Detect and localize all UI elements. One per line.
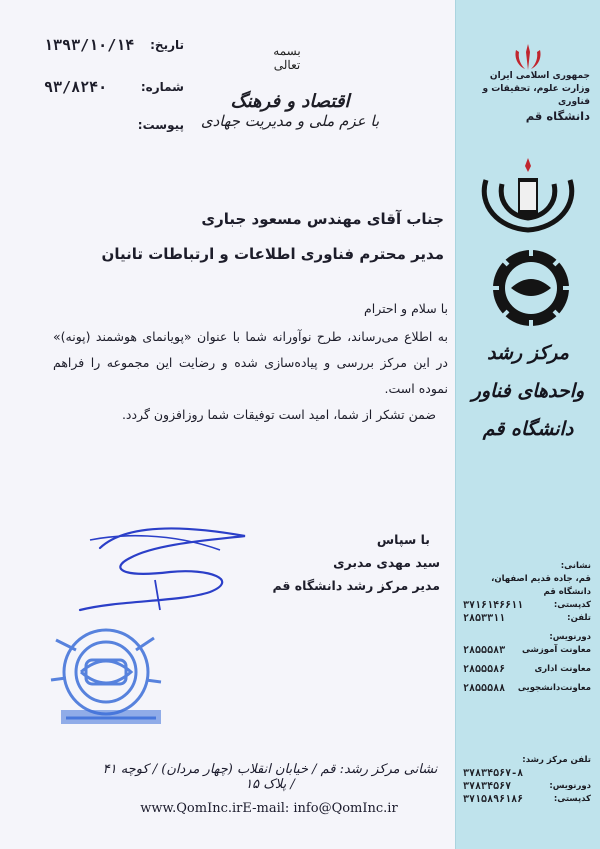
address-value: قم، جاده قدیم اصفهان، دانشگاه قم xyxy=(491,574,591,597)
main-paragraph: به اطلاع می‌رساند، طرح نوآورانه شما با عنوان «پویانمای هوشمند (پونه)» در این مرکز بررسی و پیاده‌سازی شده و رضایت این مجموعه را فراهم نموده است. xyxy=(53,329,448,396)
postal-value: ۳۷۱۶۱۴۶۶۱۱ xyxy=(463,600,524,611)
university-logo-icon xyxy=(468,150,588,235)
country-name: جمهوری اسلامی ایران xyxy=(489,71,590,81)
date-value: ۱۳۹۳/۱۰/۱۴ xyxy=(44,36,135,54)
attachment-label: پیوست: xyxy=(137,118,184,132)
incubator-contact xyxy=(463,754,591,806)
fax-row-value: ۲۸۵۵۵۸۶ xyxy=(463,664,506,675)
incubator-name-line2: واحدهای فناور xyxy=(471,380,585,402)
number-label: شماره: xyxy=(140,80,184,94)
greeting: با سلام و احترام xyxy=(364,301,448,316)
phone-label: تلفن: xyxy=(567,613,591,623)
incubator-name-line3: دانشگاه قم xyxy=(482,418,574,440)
fax-row-2 xyxy=(463,682,591,695)
center-fax-value: ۳۷۸۳۴۵۶۷ xyxy=(463,781,512,792)
date-label: تاریخ: xyxy=(150,38,184,52)
ministry-name: وزارت علوم، تحقیقات و فناوری xyxy=(482,84,590,107)
recipient-block xyxy=(64,202,444,272)
center-phone-label: تلفن مرکز رشد: xyxy=(522,755,591,765)
phone-value: ۲۸۵۳۳۱۱ xyxy=(463,613,506,624)
center-postal-label: کدپستی: xyxy=(553,794,591,804)
ministry-header xyxy=(462,70,590,123)
center-phone-value: ۳۷۸۳۴۵۶۷-۸ xyxy=(463,768,524,779)
recipient-title: مدیر محترم فناوری اطلاعات و ارتباطات تانیان xyxy=(101,245,444,263)
official-stamp-icon xyxy=(36,610,186,740)
slogan-line2: با عزم ملی و مدیریت جهادی xyxy=(200,111,380,130)
incubator-name-line1: مرکز رشد xyxy=(487,342,569,364)
postal-row xyxy=(463,599,591,612)
year-slogan xyxy=(190,92,390,130)
footer-contact: www.QomInc.irE-mail: info@QomInc.ir xyxy=(140,801,398,816)
iran-emblem-icon xyxy=(508,42,548,72)
fax-row-label: معاونت‌دانشجویی xyxy=(517,683,591,693)
signature-thanks: با سپاس xyxy=(376,532,430,547)
fax-row-value: ۲۸۵۵۵۸۳ xyxy=(463,645,506,656)
fax-row-label: معاونت آموزشی xyxy=(521,645,591,655)
center-fax-row xyxy=(463,780,591,793)
signer-name: سید مهدی مدبری xyxy=(333,555,440,570)
fax-label: دورنویس: xyxy=(549,632,591,642)
fax-row-value: ۲۸۵۵۵۸۸ xyxy=(463,683,506,694)
footer-address: نشانی مرکز رشد: قم / خیابان انقلاب (چهار مردان) / کوچه ۴۱ / پلاک ۱۵ xyxy=(102,762,438,792)
closing-paragraph: ضمن تشکر از شما، امید است توفیقات شما روزافزون گردد. xyxy=(121,407,436,422)
postal-label: کدپستی: xyxy=(553,600,591,610)
university-name: دانشگاه قم xyxy=(525,109,590,123)
signer-title: مدیر مرکز رشد دانشگاه قم xyxy=(272,578,440,593)
bismillah: بسمه تعالی xyxy=(273,44,301,72)
university-contact xyxy=(463,560,591,695)
address-label: نشانی: xyxy=(560,561,591,571)
number-value: ۹۳/۸۲۴۰ xyxy=(44,78,108,96)
incubator-name xyxy=(462,334,594,448)
phone-row xyxy=(463,612,591,625)
incubator-logo-icon xyxy=(476,242,586,334)
recipient-name: جناب آقای مهندس مسعود جباری xyxy=(201,210,444,228)
center-postal-value: ۳۷۱۵۸۹۶۱۸۶ xyxy=(463,794,524,805)
letter-body xyxy=(53,296,448,428)
fax-row-label: معاونت اداری xyxy=(534,664,591,674)
signature-block xyxy=(240,528,440,597)
fax-row-0 xyxy=(463,644,591,657)
center-postal-row xyxy=(463,793,591,806)
fax-row-1 xyxy=(463,663,591,676)
center-fax-label: دورنویس: xyxy=(549,781,591,791)
slogan-line1: اقتصاد و فرهنگ xyxy=(230,91,350,112)
